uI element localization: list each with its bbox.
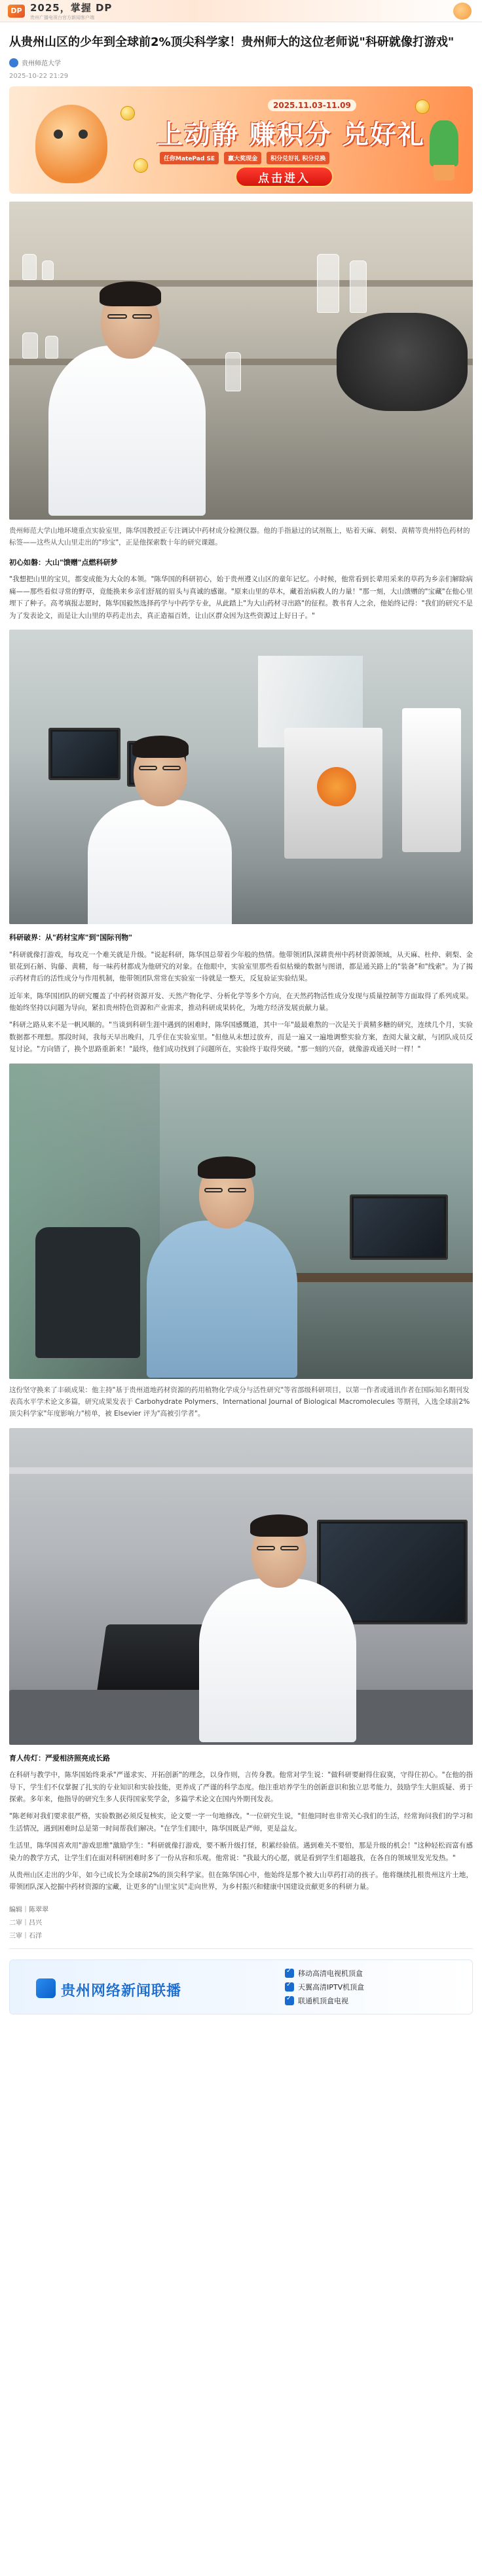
promo-banner[interactable] (9, 86, 473, 194)
section-heading: 初心如磐：大山"馈赠"点燃科研梦 (9, 558, 118, 567)
author-row[interactable] (9, 58, 473, 67)
plant-icon (430, 120, 458, 166)
check-icon (285, 1969, 294, 1978)
author-avatar-icon (9, 58, 18, 67)
second-review-line: 二审｜吕兴 (9, 1919, 42, 1927)
banner-subtitle: 贵州广播电视台官方新闻客户端 (30, 15, 94, 20)
coin-icon (120, 106, 135, 120)
check-icon (285, 1996, 294, 2005)
mascot-icon (453, 3, 472, 20)
tv-logo-icon (36, 1978, 56, 1998)
coin-icon (134, 158, 148, 173)
editor-credits (9, 1904, 473, 1943)
footer-feature: ✓ 天翼高清IPTV机顶盒 (285, 1982, 364, 1992)
photo-caption: 这份坚守换来了丰硕成果：他主持"基于贵州道地药材资源的药用植物化学成分与活性研究"等省部级科研项目，以第一作者或通讯作者在国际知名期刊发表高水平学术论文多篇，研究成果发表于 Carbohydrate Polymers、International Journal of Biological Macromolecules 等期刊，入选全球前2%顶尖科学家"年度影响力"榜单，被 Elsevier 评为"高被引学者"。 (9, 1386, 470, 1418)
divider (9, 1948, 473, 1949)
promo-date-range: 2025.11.03-11.09 (268, 99, 356, 111)
lab-photo-2 (9, 630, 473, 924)
article-title: 从贵州山区的少年到全球前2%顶尖科学家！贵州师大的这位老师说"科研就像打游戏" (9, 35, 454, 49)
author-name[interactable]: 贵州师范大学 (22, 60, 61, 68)
desk-photo (9, 1428, 473, 1745)
publish-time: 2025-10-22 21:29 (9, 73, 69, 80)
promo-tag: 任你MatePad SE (160, 152, 219, 164)
footer-features (285, 1968, 364, 2006)
footer-feature: ✓ 联通机顶盒电视 (285, 1995, 364, 2006)
paragraph: 近年来，陈华国团队的研究覆盖了中药材资源开发、天然产物化学、分析化学等多个方向，在天然药物活性成分发现与质量控制等方面取得了系列成果。他始终坚持以问题为导向，紧扣贵州特色资源和产业需求，推动科研成果转化，为地方经济发展贡献力量。 (9, 992, 473, 1012)
paragraph: "科研之路从来不是一帆风顺的。"当谈到科研生涯中遇到的困难时，陈华国感慨道，其中一年"最最难熬的一次是关于黄精多糖的研究，连续几个月，实验数据都不理想。那段时间，我每天早出晚归，几乎住在实验室里。"但他从未想过放弃，而是一遍又一遍地调整实验方案，查阅大量文献，与团队成员反复讨论。"方向错了，换个思路重新来！"最终，他们成功找到了问题所在，实验终于取得突破。"那一刻的兴奋，就像游戏通关时一样！" (9, 1021, 473, 1054)
check-icon (285, 1982, 294, 1992)
section-heading: 科研破界：从"药材宝库"到"国际刊物" (9, 933, 132, 942)
banner-title: 2025，掌握 DP (30, 2, 113, 14)
paragraph: "陈老师对我们要求很严格，实验数据必须反复核实，论文要一字一句地修改。"一位研究生说，"但他同时也非常关心我们的生活，经常询问我们的学习和生活情况，遇到困难时总是第一时间帮我们解决。"在学生们眼中，陈华国既是严师，更是益友。 (9, 1812, 473, 1833)
promo-enter-button[interactable]: 点击进入 (235, 166, 333, 187)
paragraph: 在科研与教学中，陈华国始终秉承"严谨求实、开拓创新"的理念，以身作则，言传身教。他常对学生说："做科研要耐得住寂寞，守得住初心。"在他的指导下，学生们不仅掌握了扎实的专业知识和实验技能，更养成了严谨的科学态度。他注重培养学生的创新意识和独立思考能力，鼓励学生大胆质疑、勇于探索。多年来，他指导的研究生多人获得国家奖学金，多篇学术论文在国内外期刊发表。 (9, 1771, 473, 1803)
app-download-banner[interactable] (0, 0, 482, 22)
section-heading: 育人传灯：严爱相济照亮成长路 (9, 1753, 110, 1762)
photo-caption: 贵州师范大学山地环境重点实验室里，陈华国教授正专注调试中药材成分检测仪器。他的手指悬过的试剂瓶上，贴着天麻、刺梨、黄精等贵州特色药材的标签——这些从大山里走出的"珍宝"，正是他探索数十年的研究课题。 (9, 527, 470, 547)
lab-photo-1 (9, 202, 473, 520)
editor-line: 编辑｜陈翠翠 (9, 1906, 48, 1914)
footer-ad-banner[interactable] (9, 1959, 473, 2014)
mascot-icon (35, 105, 107, 183)
promo-tags (160, 152, 329, 164)
promo-tag: 赢大奖现金 (224, 152, 261, 164)
office-photo (9, 1064, 473, 1379)
paragraph: "科研就像打游戏，每攻克一个难关就是升级。"说起科研，陈华国总带着少年般的热情。他带领团队深耕贵州中药材资源领域，从天麻、杜仲、刺梨、金银花到石斛、钩藤、黄精，每一味药材都成为他研究的对象。在他眼中，实验室里那些看似枯燥的数据与图谱，都是通关路上的"装备"和"线索"。为了揭示药材背后的活性成分与作用机制，他带领团队常常在实验室一待就是一整天，反复验证实验结果。 (9, 950, 473, 983)
footer-feature: ✓ 移动高清电视机顶盒 (285, 1968, 364, 1978)
paragraph: 生活里，陈华国喜欢用"游戏思维"激励学生："科研就像打游戏，要不断升级打怪，积累经验值。遇到难关不要怕，那是升级的机会！"这种轻松而富有感染力的教学方式，让学生们在面对科研困难时多了一份从容和乐观。他常说："我最大的心愿，就是看到学生们超越我，在各自的领域里发光发热。" (9, 1842, 473, 1862)
promo-tag: 积分兑好礼 积分兑换 (267, 152, 329, 164)
coin-icon (415, 99, 430, 114)
app-logo-icon: DP (8, 5, 25, 18)
promo-headline: 上动静 赚积分 兑好礼 (157, 120, 425, 151)
paragraph: 从贵州山区走出的少年，如今已成长为全球前2%的顶尖科学家。但在陈华国心中，他始终是那个被大山草药打动的孩子。他将继续扎根贵州这片土地，带领团队深入挖掘中药材资源的宝藏，让更多的"山里宝贝"走向世界，为乡村振兴和健康中国建设贡献更多的科研力量。 (9, 1870, 473, 1891)
paragraph: "我想把山里的宝贝，都变成能为大众的本领。"陈华国的科研初心，始于贵州遵义山区的童年记忆。小时候，他常看到长辈用采来的草药为乡亲们解除病痛——那些看似寻常的野草，竟能换来乡亲们舒展的眉头与真诚的感谢。"原来山里的草木，藏着治病救人的力量！"那一刻，大山馈赠的"宝藏"在他心里埋下了种子。高考填报志愿时，陈华国毅然选择药学与中药学专业，从此踏上"为大山药材寻出路"的征程。教书育人之余，他始终记得："我们的研究不是为了发表论文，而是让大山里的草药走出去，真正造福百姓，让山区群众因为这些资源过上好日子。" (9, 575, 473, 620)
third-review-line: 三审｜石洋 (9, 1932, 42, 1940)
footer-brand: 贵州网络新闻联播 (61, 1982, 182, 1999)
